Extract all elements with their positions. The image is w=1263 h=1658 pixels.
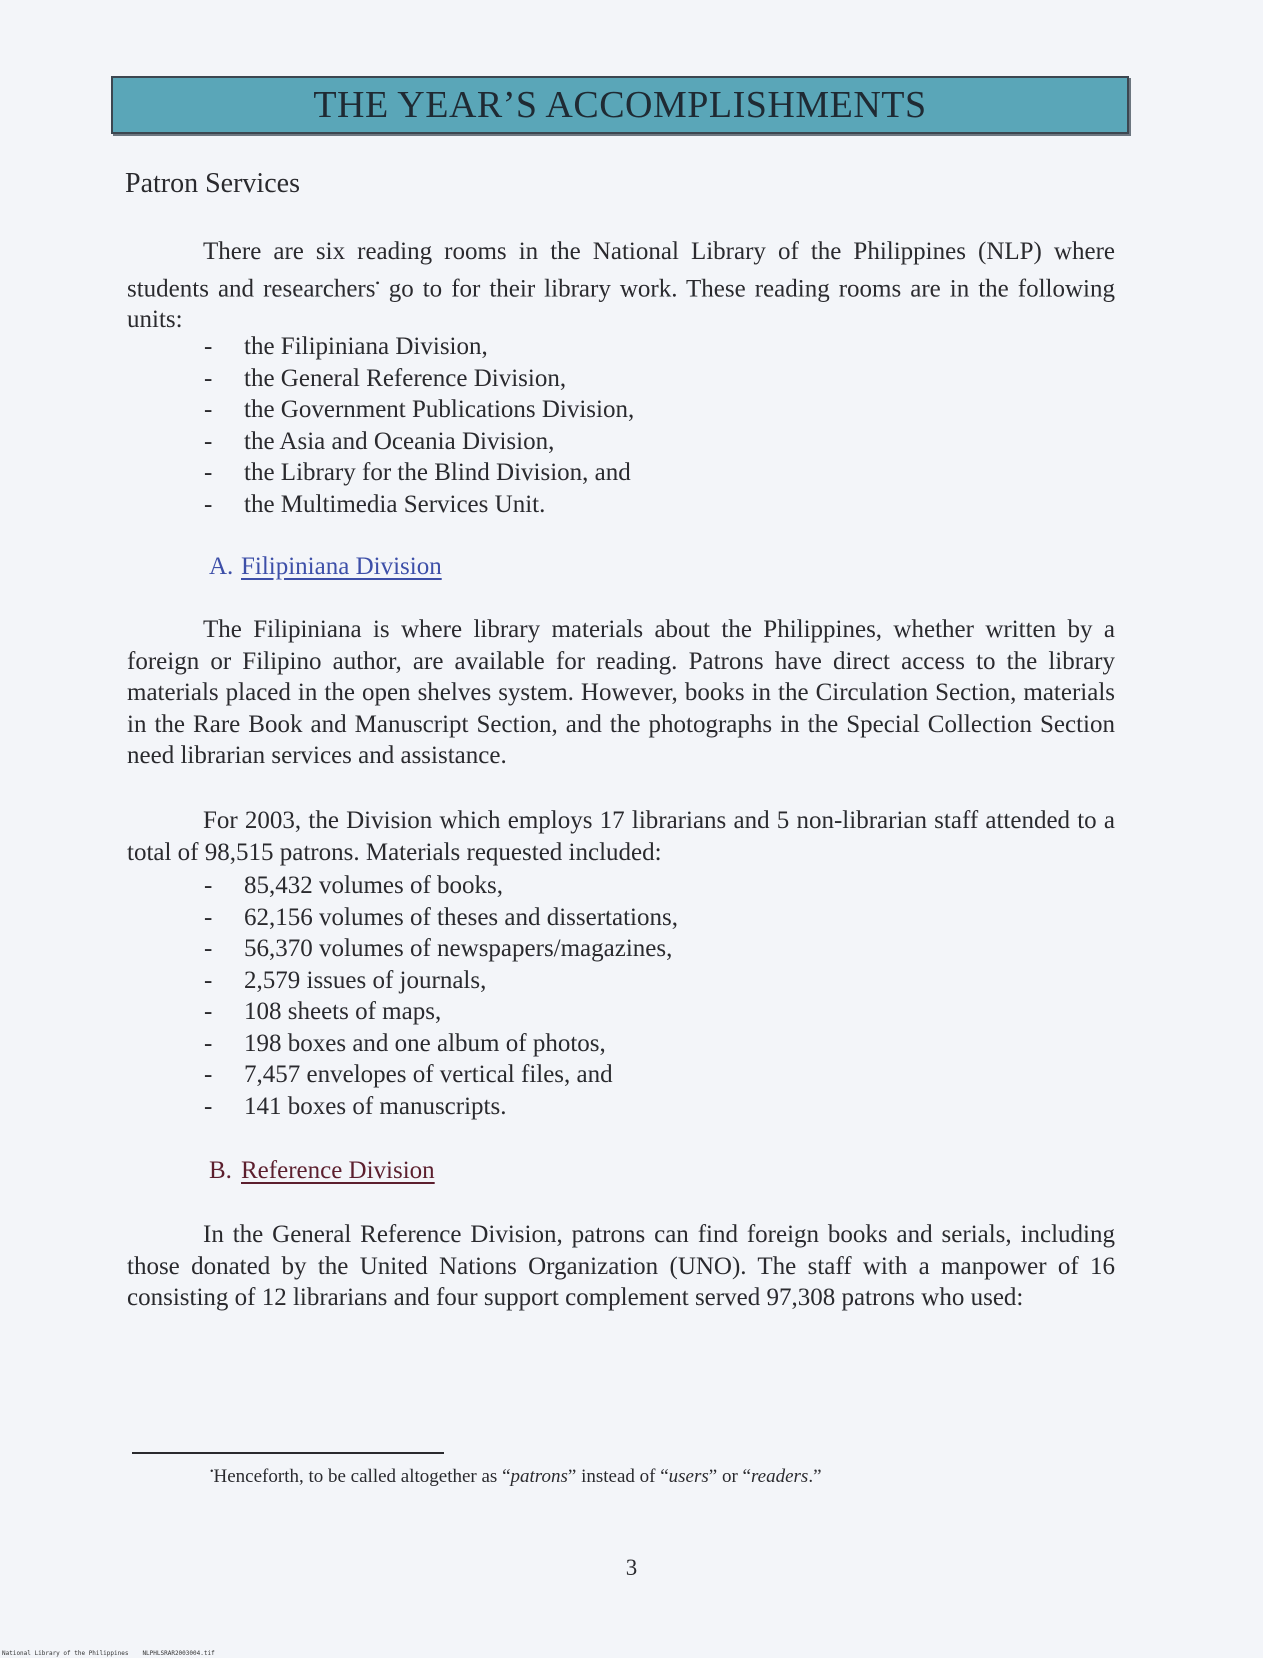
reference-paragraph: In the General Reference Division, patrons can find foreign books and serials, including those donated by the United Nations Organization (UNO). The staff with a manpower of 16 consisting of 12 librarians and four support complement served 97,308 patrons who used: xyxy=(127,1221,1115,1311)
footnote-divider xyxy=(132,1452,444,1454)
list-dash: - xyxy=(204,396,213,423)
list-dash: - xyxy=(204,364,213,392)
footnote-mark: • xyxy=(210,1466,214,1478)
footnote-term: users xyxy=(668,1466,709,1487)
intro-text-1: There are six reading rooms in the National Library of the Philippines (NLP) where students and researchers xyxy=(127,238,1115,302)
list-item xyxy=(200,1091,678,1123)
list-dash: - xyxy=(204,1092,213,1120)
list-item xyxy=(200,394,634,426)
list-dash: - xyxy=(204,935,213,962)
footnote-term: patrons xyxy=(510,1466,568,1487)
list-dash: - xyxy=(204,998,213,1025)
footnote-text: Henceforth, to be called altogether as “ xyxy=(213,1466,511,1487)
subheading-reference xyxy=(209,1157,435,1185)
list-item xyxy=(200,331,634,363)
list-item xyxy=(200,457,634,489)
material-label: 141 boxes of manuscripts. xyxy=(244,1092,507,1120)
footnote-reference: • xyxy=(375,275,380,290)
list-dash: - xyxy=(204,872,213,899)
scan-caption-source: National Library of the Philippines xyxy=(2,1650,129,1657)
material-label: 108 sheets of maps, xyxy=(244,998,442,1025)
material-label: 7,457 envelopes of vertical files, and xyxy=(244,1061,613,1088)
subheading-letter: B. xyxy=(209,1157,232,1184)
list-dash: - xyxy=(204,427,213,455)
material-label: 198 boxes and one album of photos, xyxy=(244,1029,606,1057)
list-item xyxy=(200,933,678,965)
unit-label: the Library for the Blind Division, and xyxy=(244,459,631,486)
banner-title: THE YEAR’S ACCOMPLISHMENTS xyxy=(313,84,927,126)
list-item xyxy=(200,363,634,395)
footnote xyxy=(210,1466,822,1488)
unit-label: the General Reference Division, xyxy=(244,364,567,392)
list-item xyxy=(200,902,678,934)
list-dash: - xyxy=(204,966,213,994)
list-item xyxy=(200,426,634,458)
list-item xyxy=(200,1059,678,1091)
list-item xyxy=(200,870,678,902)
footnote-text: ” or “ xyxy=(708,1466,751,1487)
subheading-title: Reference Division xyxy=(241,1157,435,1184)
page-banner xyxy=(111,76,1129,134)
material-label: 56,370 volumes of newspapers/magazines, xyxy=(244,935,673,962)
footnote-text: .” xyxy=(808,1466,822,1487)
list-dash: - xyxy=(204,490,213,518)
section-title: Patron Services xyxy=(125,168,300,199)
unit-label: the Government Publications Division, xyxy=(244,396,635,423)
list-dash: - xyxy=(204,333,213,360)
unit-label: the Filipiniana Division, xyxy=(244,333,488,360)
filipiniana-paragraph-2: For 2003, the Division which employs 17 librarians and 5 non-librarian staff attended to a total of 98,515 patrons. Materials requested included: xyxy=(127,807,1115,866)
footnote-term: readers xyxy=(750,1466,809,1487)
list-dash: - xyxy=(204,1061,213,1088)
list-item xyxy=(200,489,634,521)
list-dash: - xyxy=(204,1029,213,1057)
list-item xyxy=(200,965,678,997)
subheading-title: Filipiniana Division xyxy=(241,553,442,580)
subheading-letter: A. xyxy=(209,553,234,580)
unit-label: the Asia and Oceania Division, xyxy=(244,427,555,455)
scan-caption-file: NLPHLSRAR2003004.tif xyxy=(142,1650,215,1657)
subheading-filipiniana xyxy=(209,553,442,581)
material-label: 62,156 volumes of theses and dissertations, xyxy=(244,903,678,931)
intro-text-2: go to for their library work. These reading rooms are in the following units: xyxy=(127,274,1115,334)
list-dash: - xyxy=(204,459,213,486)
material-label: 85,432 volumes of books, xyxy=(244,872,504,899)
page-number: 3 xyxy=(625,1555,638,1580)
material-label: 2,579 issues of journals, xyxy=(244,966,487,994)
filipiniana-paragraph-1: The Filipiniana is where library materials about the Philippines, whether written by a foreign or Filipino author, are available for reading. Patrons have direct access to the library materials placed in the open shelves system. However, books in the Circulation Section, materials in the Rare Book and Manuscript Section, and the photographs in the Special Collection Section need librarian services and assistance. xyxy=(127,616,1115,769)
list-item xyxy=(200,996,678,1028)
footnote-text: ” instead of “ xyxy=(567,1466,669,1487)
units-list xyxy=(200,331,634,520)
materials-list xyxy=(200,870,678,1122)
unit-label: the Multimedia Services Unit. xyxy=(244,490,546,518)
intro-paragraph xyxy=(127,236,1115,336)
scan-caption xyxy=(2,1650,229,1657)
list-item xyxy=(200,1028,678,1060)
list-dash: - xyxy=(204,903,213,931)
